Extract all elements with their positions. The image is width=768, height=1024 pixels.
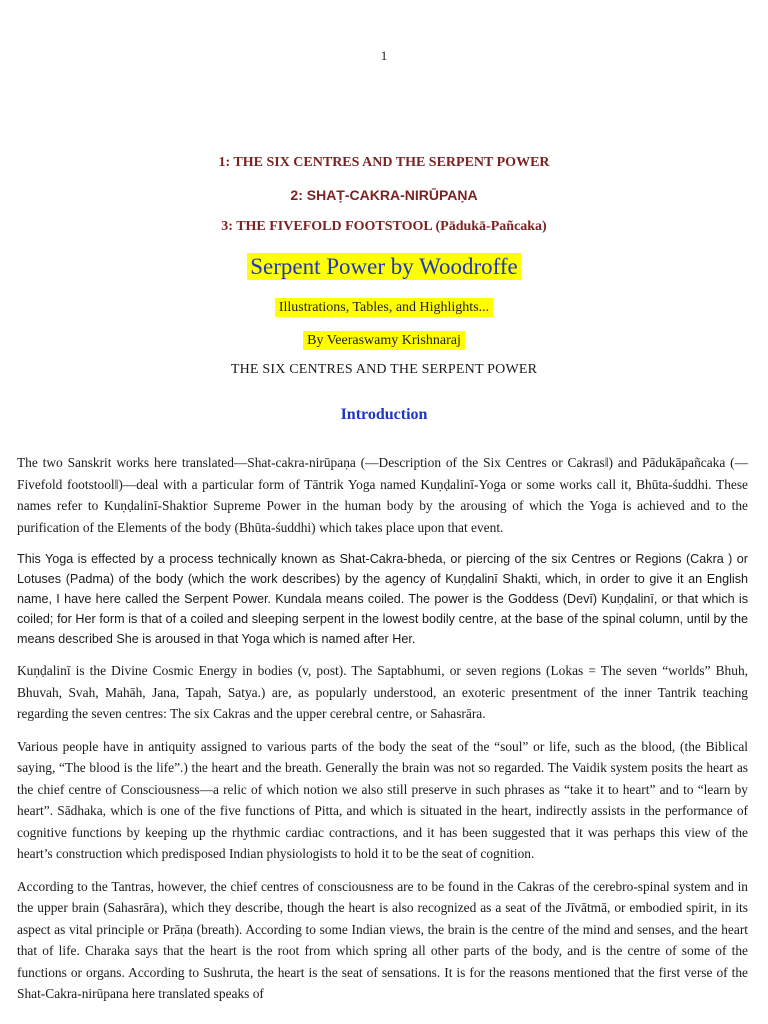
body-text	[17, 452, 748, 1016]
heading-part-2: 2: SHAṬ-CAKRA-NIRŪPAṆA	[290, 187, 478, 203]
page-number: 1	[380, 48, 388, 63]
heading-part-3: 3: THE FIVEFOLD FOOTSTOOL (Pādukā-Pañcaka)	[221, 219, 547, 234]
subtitle-block	[0, 298, 768, 316]
introduction-heading: Introduction	[340, 406, 428, 423]
author-block	[0, 331, 768, 349]
heading-part-1: 1: THE SIX CENTRES AND THE SERPENT POWER	[218, 155, 550, 170]
author-line: By Veeraswamy Krishnaraj	[303, 331, 465, 350]
paragraph-5: According to the Tantras, however, the chief centres of consciousness are to be found in the Cakras of the cerebro-spinal system and in the upper brain (Sahasrāra), which they describe, though the heart is also recognized as a seat of the Jīvātmā, or embodied spirit, in its aspect as vital principle or Prāṇa (breath). According to some Indian views, the brain is the centre of the mind and senses, and the heart that of life. Charaka says that the heart is the root from which spring all other parts of the body, and is the centre of some of the functions or organs. According to Sushruta, the heart is the seat of sensations. It is for the reasons mentioned that the first verse of the Shat-Cakra-nirūpana here translated speaks of	[17, 878, 748, 1001]
paragraph-4: Various people have in antiquity assigned to various parts of the body the seat of the “soul” or life, such as the blood, (the Biblical saying, “The blood is the life”.) the heart and the breath. Generally the brain was not so regarded. The Vaidik system posits the heart as the chief centre of Consciousness—a relic of which notion we also still preserve in such phrases as “take it to heart” and to “learn by heart”. Sādhaka, which is one of the five functions of Pitta, and which is situated in the heart, indirectly assists in the performance of cognitive functions by keeping up the rhythmic cardiac contractions, and it has been suggested that it was perhaps this view of the heart’s construction which predisposed Indian physiologists to hold it to be the seat of cognition.	[17, 738, 748, 861]
paragraph-3: Kuṇḍalinī is the Divine Cosmic Energy in bodies (v, post). The Saptabhumi, or seven regions (Lokas = The seven “worlds” Bhuh, Bhuvah, Svah, Mahāh, Jana, Tapah, Satya.) are, as popularly understood, an exoteric presentment of the inner Tantrik teaching regarding the seven centres: The six Cakras and the upper cerebral centre, or Sahasrāra.	[17, 663, 748, 721]
title-block	[0, 254, 768, 280]
document-title: Serpent Power by Woodroffe	[247, 253, 521, 280]
subtitle: Illustrations, Tables, and Highlights...	[275, 298, 493, 317]
paragraph-2: This Yoga is effected by a process technically known as Shat-Cakra-bheda, or piercing of the six Centres or Regions (Cakra ) or Lotuses (Padma) of the body (which the work describes) by the agency of Kuṇḍalinī Shakti, which, in order to give it an English name, I have here called the Serpent Power. Kundala means coiled. The power is the Goddess (Devī) Kuṇḍalinī, or that which is coiled; for Her form is that of a coiled and sleeping serpent in the lowest bodily centre, at the base of the spinal column, until by the means described She is aroused in that Yoga which is named after Her.	[17, 552, 748, 646]
section-caption: THE SIX CENTRES AND THE SERPENT POWER	[230, 362, 538, 377]
paragraph-1: The two Sanskrit works here translated—Shat-cakra-nirūpaṇa (—Description of the Six Centres or Cakras‖) and Pādukāpañcaka (—Fivefold footstool‖)—deal with a particular form of Tāntrik Yoga named Kuṇḍalinī-Yoga or some works call it, Bhūta-śuddhi. These names refer to Kuṇḍalinī-Shaktior Supreme Power in the human body by the arousing of which the Yoga is achieved and to the purification of the Elements of the body (Bhūta-śuddhi) which takes place upon that event.	[17, 455, 748, 535]
